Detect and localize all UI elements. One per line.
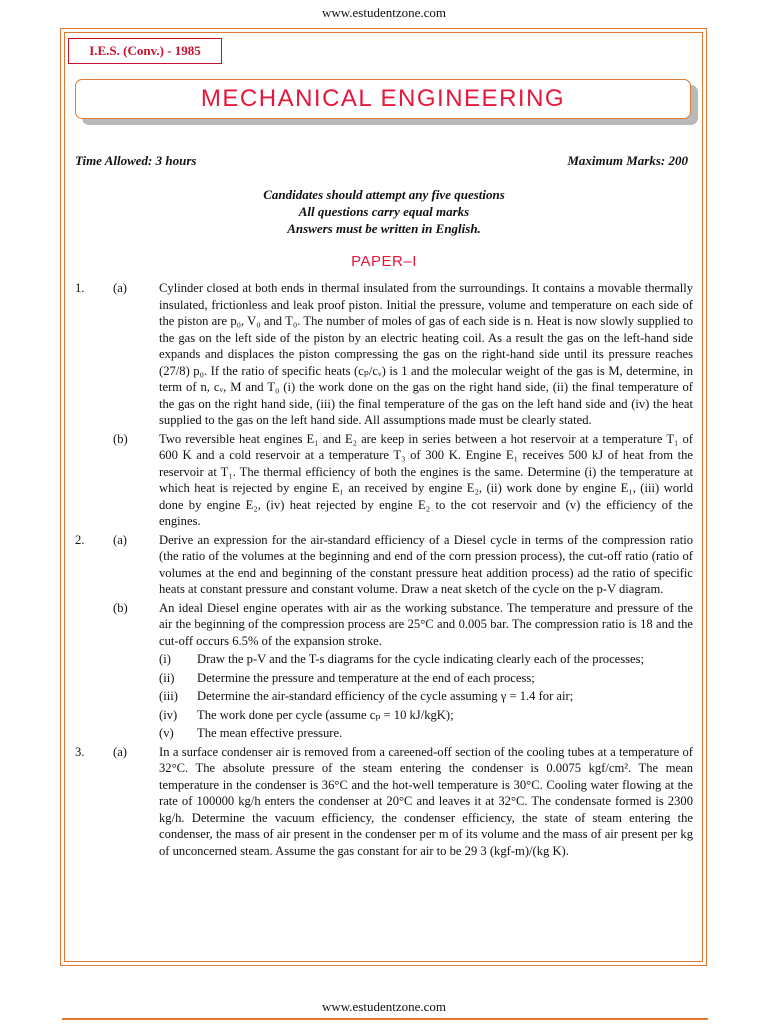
sub-question-v: [159, 725, 693, 742]
question-1b: [75, 431, 693, 530]
exam-label: I.E.S. (Conv.) - 1985: [68, 38, 222, 64]
sub-label: (v): [159, 726, 174, 740]
paper-heading: PAPER–I: [351, 253, 417, 270]
question-number: 1.: [75, 281, 85, 295]
exam-meta-row: [75, 153, 688, 169]
header-url[interactable]: www.estudentzone.com: [321, 5, 447, 20]
sub-text: The mean effective pressure.: [197, 726, 343, 740]
instruction-line: Answers must be written in English.: [287, 221, 481, 236]
instruction-line: Candidates should attempt any five questions: [263, 187, 505, 202]
question-number: 3.: [75, 744, 85, 759]
question-text: Cylinder closed at both ends in thermal insulated from the surroundings. It contains a movable thermally insulated, frictionless and leak proof piston. Initial the pressure, volume and temperature on each side of the piston are p₀, V₀ and T₀. The number of moles of gas of each side is n. Heat is now slowly supplied to the gas on the left side of the piston by an electric heating coil. As a result the gas on the left-hand side expands and displaces the piston compressing the gas on the right-hand side until its pressure reaches (27/8) p₀. If the ratio of specific heats (cₚ/cᵥ) is 1 and the molecular weight of the gas is M, determine, in term of n, cᵥ, M and T₀ (i) the work done on the gas on the right hand side, (ii) the final temperature of the gas on the right hand side, (iii) the final temperature of the gas on the left hand side and (iv) the heat supplied to the gas on the left hand side. All assumptions made must be clearly stated.: [159, 281, 693, 427]
sub-label: (ii): [159, 670, 175, 685]
question-text: Derive an expression for the air-standard efficiency of a Diesel cycle in terms of the compression ratio (the ratio of the volumes at the beginning and end of the corn pression process), the cut-off ratio (ratio of volumes at the end and beginning of the constant pressure heat addition process) ad the ratio of specific heats at constant pressure and constant volume. Draw a neat sketch of the cycle on the p-V diagram.: [159, 532, 693, 596]
question-text: Two reversible heat engines E₁ and E₂ are keep in series between a hot reservoir at a temperature T₁ of 600 K and a cold reservoir at a temperature T₃ of 300 K. Engine E₁ receives 500 kJ of heat from the reservoir at T₁. The thermal efficiency of both the engines is the same. Determine (i) the temperature at which heat is rejected by engine E₁ an received by engine E₂, (ii) work done by engine E₁, (iii) world done by engine E₂, (iv) heat rejected by engine E₂ to the cot reservoir and (v) the efficiency of the engines.: [159, 431, 693, 528]
question-1a: [75, 280, 693, 429]
question-text: In a surface condenser air is removed from a careened-off section of the cooling tubes at a temperature of 32°C. The absolute pressure of the steam entering the condenser is 0.0075 kgf/cm². The mean temperature in the condenser is 36°C and the hot-well temperature is 30°C. Cooling water flowing at the rate of 100000 kg/h enters the condenser at 20°C and leaves it at 32°C. The condensate formed is 2300 kg/h. Determine the vacuum efficiency, the condenser efficiency, the state of steam entering the condenser, the mass of air present in the condenser per m of its volume and the mass of air present per kg of unconcerned steam. Assume the gas constant for air to be 29 3 (kgf-m)/(kg K).: [159, 744, 693, 858]
question-number: [75, 431, 113, 530]
question-part: (b): [113, 600, 128, 615]
question-part: (a): [113, 532, 127, 547]
question-number: [75, 600, 113, 742]
footer-rule: [62, 1018, 708, 1020]
sub-text: Determine the pressure and temperature at the end of each process;: [197, 670, 535, 685]
sub-text: Determine the air-standard efficiency of the cycle assuming γ = 1.4 for air;: [197, 689, 574, 703]
sub-question-iii: [159, 688, 693, 705]
question-3a: [75, 744, 693, 860]
sub-question-ii: [159, 670, 693, 687]
sub-label: (iii): [159, 689, 178, 703]
question-2b: [75, 600, 693, 742]
sub-text: The work done per cycle (assume cₚ = 10 kJ/kgK);: [197, 707, 454, 722]
question-part: (a): [113, 744, 127, 759]
maximum-marks: Maximum Marks: 200: [567, 153, 688, 168]
instructions: [0, 186, 768, 237]
sub-question-iv: [159, 707, 693, 724]
question-number: 2.: [75, 532, 85, 547]
sub-text: Draw the p-V and the T-s diagrams for the cycle indicating clearly each of the processes;: [197, 652, 645, 666]
subject-title: MECHANICAL ENGINEERING: [75, 79, 691, 119]
instruction-line: All questions carry equal marks: [298, 204, 470, 219]
question-body: [159, 600, 693, 742]
question-2a: [75, 532, 693, 598]
question-list: [75, 280, 693, 861]
question-part: (b): [113, 431, 128, 446]
time-allowed: Time Allowed: 3 hours: [75, 153, 197, 168]
footer-url[interactable]: www.estudentzone.com: [321, 999, 447, 1014]
question-part: (a): [113, 281, 127, 295]
sub-label: (i): [159, 652, 171, 666]
sub-question-i: [159, 651, 693, 668]
question-text: An ideal Diesel engine operates with air as the working substance. The temperature and pressure of the air the beginning of the compression process are 25°C and 0.005 bar. The compression ratio is 18 and the cut-off occurs 6.5% of the expansion stroke.: [159, 600, 693, 648]
sub-label: (iv): [159, 707, 178, 722]
